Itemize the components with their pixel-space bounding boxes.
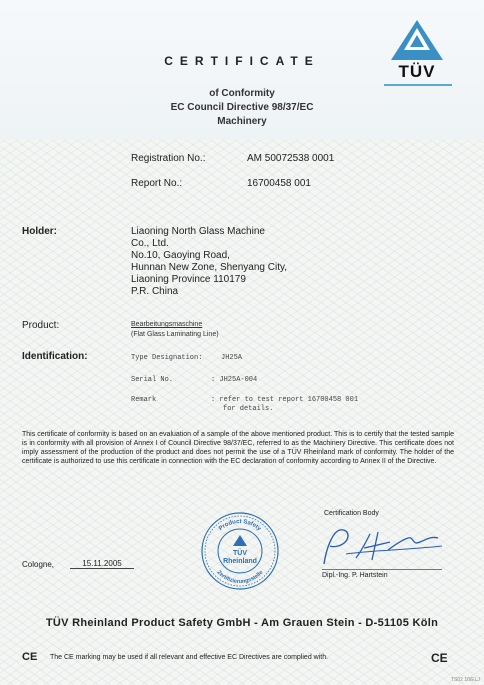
registration-label: Registration No.: [131, 153, 206, 164]
certification-body-label: Certification Body [324, 510, 379, 517]
report-label: Report No.: [131, 178, 183, 189]
remark-label: Remark [131, 396, 157, 404]
remark-value-continued: for details. [223, 405, 274, 413]
form-code: TS02 10/ELJ [451, 677, 480, 683]
holder-line: Liaoning North Glass Machine [131, 226, 265, 237]
signer-name: Dipl.-Ing. P. Hartstein [322, 572, 388, 579]
serial-label: Serial No. [131, 376, 174, 384]
certificate-title: CERTIFICATE [164, 54, 320, 68]
seal-center-bottom: Rheinland [223, 558, 257, 565]
handwritten-signature [316, 520, 448, 570]
seal-center-top: TÜV [233, 550, 247, 557]
logo-underline [384, 84, 452, 86]
issuer-address: TÜV Rheinland Product Safety GmbH - Am Grauen Stein - D-51105 Köln [45, 617, 439, 629]
seal-top-text: Product Safety [218, 518, 262, 533]
holder-line: P.R. China [131, 286, 179, 297]
report-value: 16700458 001 [247, 178, 311, 189]
holder-line: No.10, Gaoying Road, [131, 250, 230, 261]
ce-mark-icon: CE [431, 651, 448, 665]
svg-text:Product Safety [218, 519, 262, 533]
product-name: Bearbeitungsmaschine [131, 321, 203, 328]
ce-marking-note: The CE marking may be used if all relevant and effective EC Directives are complied with. [50, 654, 329, 661]
product-description: (Flat Glass Laminating Line) [131, 331, 219, 338]
holder-label: Holder: [22, 226, 57, 237]
subtitle-directive: EC Council Directive 98/37/EC [170, 102, 314, 113]
seal-triangle-icon [233, 535, 247, 546]
remark-value: : refer to test report 16700458 001 [211, 396, 359, 404]
registration-value: AM 50072538 0001 [247, 153, 335, 164]
place-label: Cologne, [22, 560, 55, 569]
ce-mark-icon: CE [22, 651, 38, 663]
type-designation-label: Type Designation: [131, 354, 203, 362]
subtitle-conformity: of Conformity [209, 88, 275, 99]
serial-value: : JH25A-004 [211, 376, 258, 384]
subtitle-machinery: Machinery [217, 116, 267, 127]
holder-line: Hunnan New Zone, Shenyang City, [131, 262, 288, 273]
holder-line: Co., Ltd. [131, 238, 169, 249]
seal-bottom-text: Zertifizierungsstelle [215, 569, 265, 586]
tuv-rheinland-seal [200, 511, 280, 591]
holder-line: Liaoning Province 110179 [131, 274, 246, 285]
conformity-statement: This certificate of conformity is based on an evaluation of a sample of the above mentioned product. This is to certify that the tested sample is in conformity with all provision of Annex I of Council Directive 98/37/EC, referred to as the Machinery Directive. This certificate does not imply assessment of the production of the product and does not permit the use of a TÜV Rheinland mark of conformity. The holder of the certificate is authorized to use this certificate in connection with the EC declaration of conformity according to Annex II of the Directive. [22, 431, 454, 465]
type-designation-value: JH25A [221, 354, 243, 362]
tuv-logo-text: TÜV [398, 62, 436, 81]
signature-line [322, 569, 442, 570]
product-label: Product: [22, 320, 60, 331]
svg-text:Zertifizierungsstelle [216, 570, 265, 585]
identification-label: Identification: [22, 351, 88, 362]
issue-date: 15.11.2005 [70, 559, 134, 569]
